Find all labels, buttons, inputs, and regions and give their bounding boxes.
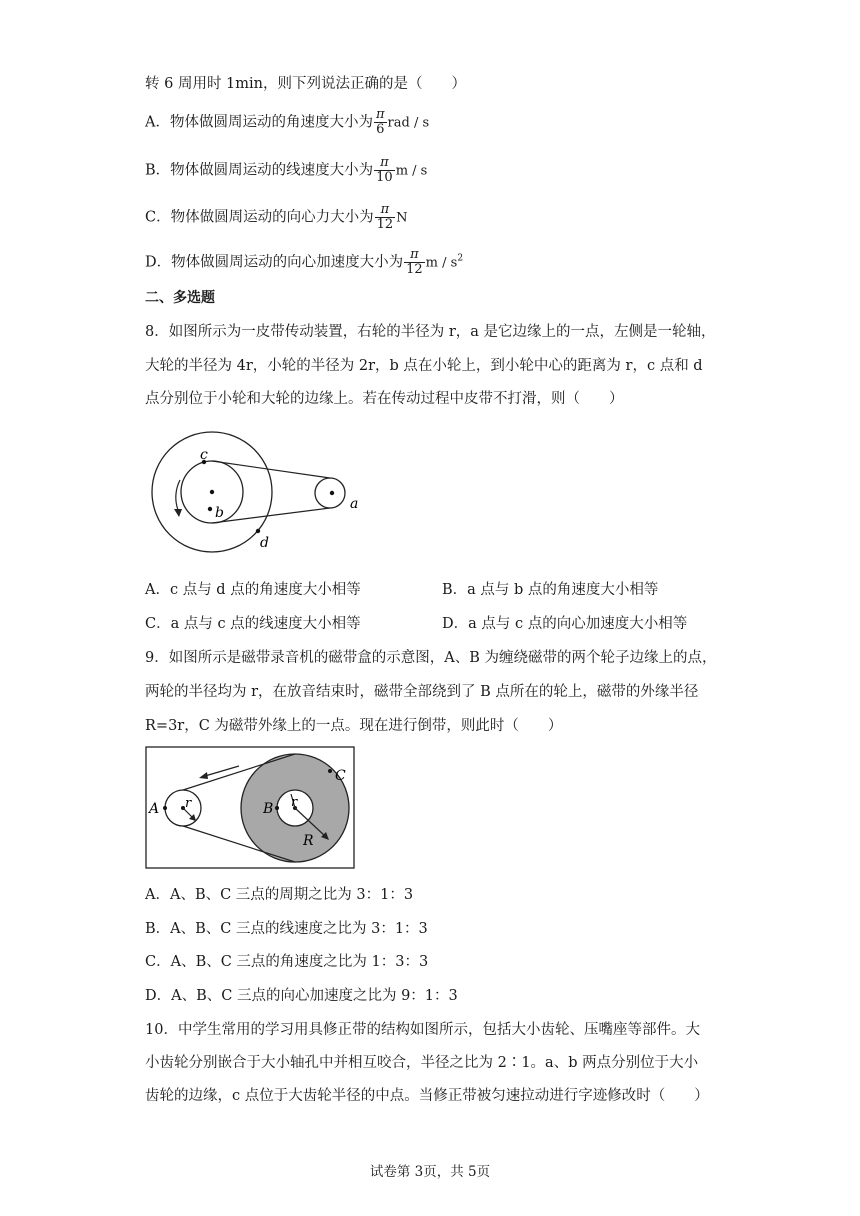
point-b: [208, 507, 212, 511]
q8-stem-line-1: 8．如图所示为一皮带传动装置，右轮的半径为 r，a 是它边缘上的一点，左侧是一轮轴，: [145, 324, 716, 340]
q7-option-c-label: C．物体做圆周运动的向心力大小为: [145, 209, 374, 226]
q8-stem-line-3: 点分别位于小轮和大轮的边缘上。若在传动过程中皮带不打滑，则（ ）: [145, 391, 624, 407]
fraction: $\frac{\pi}{12}$: [376, 202, 394, 232]
point-a: [163, 806, 167, 810]
rotation-arrowhead: [174, 509, 182, 517]
point-d: [256, 529, 260, 533]
belt-top: [212, 461, 330, 478]
q9-option-b: B．A、B、C 三点的线速度之比为 3：1：3: [145, 921, 428, 937]
label-r-a: r: [185, 796, 192, 811]
label-B: B: [263, 801, 274, 817]
label-A: A: [149, 801, 160, 817]
q7-option-a: A．物体做圆周运动的角速度大小为 $\frac{\pi}{6}$ rad / s: [145, 107, 430, 137]
belt-bottom: [212, 508, 330, 523]
q7-option-b-label: B．物体做圆周运动的线速度大小为: [145, 162, 374, 179]
q8-stem-line-2: 大轮的半径为 4r，小轮的半径为 2r，b 点在小轮上，到小轮中心的距离为 r，c 点和 d: [145, 358, 703, 374]
point-b: [275, 806, 279, 810]
q7-option-a-label: A．物体做圆周运动的角速度大小为: [145, 114, 373, 131]
q8-option-d: D．a 点与 c 点的向心加速度大小相等: [442, 616, 688, 632]
q9-stem-line-3: R=3r，C 为磁带外缘上的一点。现在进行倒带，则此时（ ）: [145, 718, 563, 734]
q8-figure-belt-drive: [140, 425, 370, 555]
q10-stem-line-1: 10．中学生常用的学习用具修正带的结构如图所示，包括大小齿轮、压嘴座等部件。大: [145, 1022, 700, 1038]
q8-option-b: B．a 点与 b 点的角速度大小相等: [442, 582, 659, 598]
point-c: [328, 769, 332, 773]
rotation-arrow: [176, 480, 180, 510]
point-a: [330, 491, 334, 495]
label-C: C: [335, 768, 346, 784]
fraction: $\frac{\pi}{10}$: [376, 155, 393, 185]
q9-option-c: C．A、B、C 三点的角速度之比为 1：3：3: [145, 954, 429, 970]
q8-option-c: C．a 点与 c 点的线速度大小相等: [145, 616, 361, 632]
q10-stem-line-3: 齿轮的边缘，c 点位于大齿轮半径的中点。当修正带被匀速拉动进行字迹修改时（ ）: [145, 1088, 709, 1104]
q9-figure-tape-cassette: [145, 746, 357, 871]
q9-option-a: A．A、B、C 三点的周期之比为 3：1：3: [145, 887, 414, 903]
page-footer: 试卷第 3页，共 5页: [369, 1164, 491, 1180]
q7-stem-tail: 转 6 周用时 1min，则下列说法正确的是（ ）: [145, 76, 467, 92]
q7-option-d-label: D．物体做圆周运动的向心加速度大小为: [145, 254, 404, 271]
q9-option-d: D．A、B、C 三点的向心加速度之比为 9：1：3: [145, 988, 458, 1004]
label-a: a: [350, 496, 359, 512]
label-d: d: [260, 535, 269, 551]
q7-option-b: B．物体做圆周运动的线速度大小为 $\frac{\pi}{10}$ m / s: [145, 155, 428, 185]
label-b: b: [215, 505, 224, 521]
fraction: $\frac{\pi}{6}$: [375, 107, 385, 137]
label-r-b: r: [291, 795, 298, 810]
q8-option-a: A．c 点与 d 点的角速度大小相等: [145, 582, 361, 598]
center-point: [210, 490, 214, 494]
label-R: R: [303, 833, 314, 849]
direction-arrowhead: [199, 772, 208, 779]
label-c: c: [200, 447, 208, 463]
q9-stem-line-2: 两轮的半径均为 r，在放音结束时，磁带全部绕到了 B 点所在的轮上，磁带的外缘半径: [145, 684, 699, 700]
q9-stem-line-1: 9．如图所示是磁带录音机的磁带盒的示意图，A、B 为缠绕磁带的两个轮子边缘上的点，: [145, 650, 717, 666]
q10-stem-line-2: 小齿轮分别嵌合于大小轴孔中并相互咬合，半径之比为 2∶1。a、b 两点分别位于大小: [145, 1055, 699, 1071]
direction-arrow: [205, 766, 239, 776]
section-title: 二、多选题: [145, 290, 215, 306]
fraction: $\frac{\pi}{12}$: [406, 247, 423, 277]
q7-option-c: C．物体做圆周运动的向心力大小为 $\frac{\pi}{12}$ N: [145, 202, 408, 232]
q7-option-d: D．物体做圆周运动的向心加速度大小为 $\frac{\pi}{12}$ m / $s^2$: [145, 247, 464, 277]
